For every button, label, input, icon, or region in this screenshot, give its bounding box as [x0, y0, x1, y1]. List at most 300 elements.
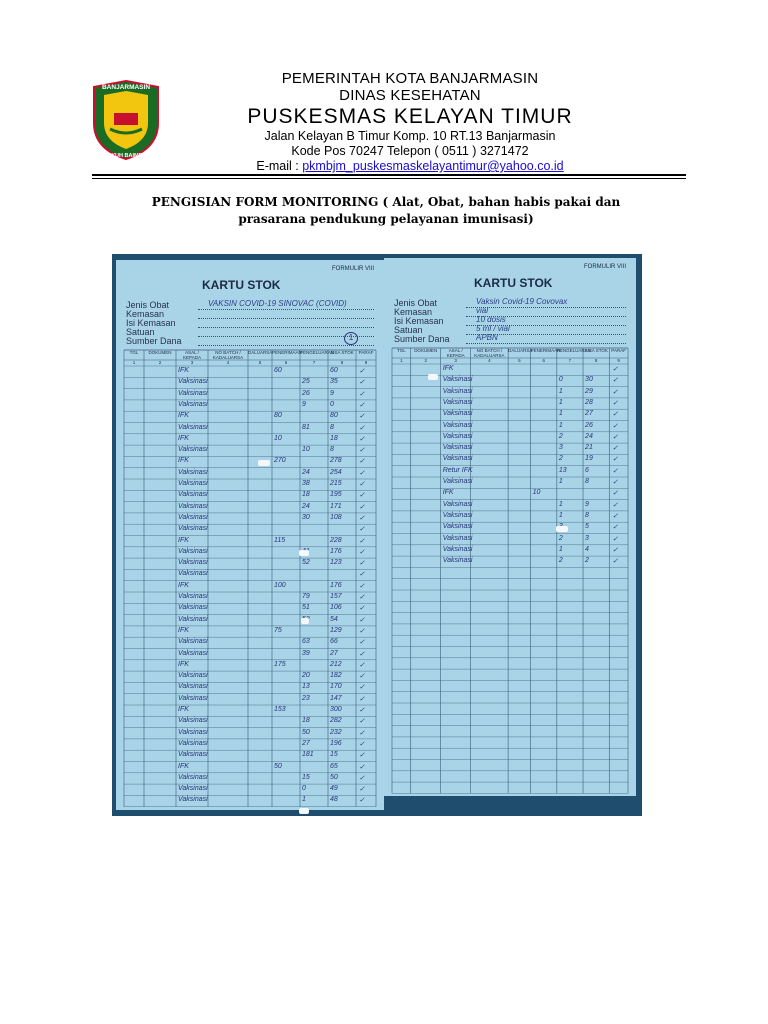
row-paraf: ✓	[359, 481, 365, 488]
row-asal-kepada: IFK	[178, 412, 189, 420]
department-name: DINAS KESEHATAN	[339, 87, 481, 104]
column-number: 7	[568, 358, 572, 363]
row-pengeluaran: 1	[558, 500, 563, 508]
column-header: DALUARSA	[508, 348, 533, 353]
row-paraf: ✓	[612, 546, 619, 554]
field-dots	[198, 318, 374, 319]
row-asal-kepada: Vaksinasi	[442, 387, 473, 395]
field-label: Jenis Obat	[394, 298, 438, 308]
row-sisa-stok: 9	[585, 500, 589, 508]
row-asal-kepada: Vaksinasi	[178, 570, 208, 578]
row-penerimaan: 10	[274, 434, 282, 442]
row-paraf: ✓	[359, 729, 365, 737]
row-asal-kepada: Vaksinasi	[178, 389, 208, 397]
row-sisa-stok: 27	[585, 410, 593, 418]
row-asal-kepada: Vaksinasi	[178, 717, 208, 725]
row-asal-kepada: Vaksinasi	[178, 480, 208, 487]
column-header: TGL	[396, 348, 406, 353]
field-dots	[466, 343, 626, 344]
row-paraf: ✓	[359, 718, 365, 726]
row-asal-kepada: Vaksinasi	[178, 593, 208, 600]
row-paraf: ✓	[612, 512, 619, 520]
row-sisa-stok: 8	[330, 423, 334, 431]
stock-card-photo	[112, 254, 642, 816]
row-pengeluaran: 3	[558, 444, 563, 452]
column-number: 6	[284, 360, 288, 365]
row-asal-kepada: Vaksinasi	[178, 683, 208, 691]
email-label: E-mail :	[256, 159, 303, 173]
row-asal-kepada: IFK	[442, 365, 454, 372]
row-pengeluaran: 51	[302, 604, 310, 612]
row-paraf: ✓	[359, 650, 365, 658]
row-sisa-stok: 215	[330, 480, 342, 487]
row-paraf: ✓	[612, 422, 619, 430]
row-penerimaan: 60	[274, 367, 282, 374]
row-asal-kepada: Vaksinasi	[178, 694, 208, 702]
row-pengeluaran: 9	[302, 400, 306, 408]
row-sisa-stok: 8	[330, 446, 334, 454]
row-paraf: ✓	[359, 548, 365, 556]
column-number: 9	[617, 358, 620, 363]
row-asal-kepada: IFK	[178, 660, 189, 668]
row-pengeluaran: 50	[302, 728, 310, 736]
row-sisa-stok: 212	[330, 660, 342, 668]
logo-text-bottom: KAYUH BAIMBAI	[103, 153, 149, 159]
row-sisa-stok: 48	[330, 796, 338, 804]
row-paraf: ✓	[359, 379, 365, 387]
field-dots	[198, 327, 374, 328]
correction-fluid	[556, 526, 568, 532]
row-asal-kepada: Vaksinasi	[178, 559, 208, 567]
page-number: 1	[344, 332, 358, 345]
row-pengeluaran: 24	[302, 468, 310, 476]
row-paraf: ✓	[612, 558, 619, 566]
row-asal-kepada: Vaksinasi	[178, 796, 208, 804]
row-asal-kepada: Vaksinasi	[442, 376, 473, 384]
column-header: PENERIMAAN	[272, 350, 302, 355]
row-asal-kepada: Vaksinasi	[178, 423, 208, 431]
row-asal-kepada: Vaksinasi	[178, 672, 208, 680]
row-asal-kepada: Vaksinasi	[442, 478, 473, 485]
row-pengeluaran: 1	[558, 410, 563, 418]
row-sisa-stok: 232	[330, 728, 342, 736]
row-sisa-stok: 49	[330, 785, 338, 793]
row-paraf: ✓	[612, 479, 619, 486]
row-asal-kepada: Retur IFK	[442, 466, 473, 474]
row-pengeluaran: 10	[302, 446, 310, 454]
row-sisa-stok: 170	[330, 683, 342, 691]
field-value: Vaksin Covid-19 Covovax	[476, 297, 568, 306]
row-paraf: ✓	[359, 368, 365, 375]
row-asal-kepada: Vaksinasi	[178, 751, 208, 759]
column-header: TGL	[129, 350, 139, 355]
card-title: KARTU STOK	[202, 278, 281, 292]
row-sisa-stok: 80	[330, 412, 338, 420]
row-sisa-stok: 182	[330, 672, 342, 680]
letterhead-rule-thin	[92, 178, 686, 179]
row-asal-kepada: Vaksinasi	[178, 378, 208, 386]
column-header: DOKUMEN	[148, 350, 172, 355]
column-header: NO BATCH / KADALUARSA	[474, 348, 505, 358]
row-paraf: ✓	[359, 627, 365, 635]
row-asal-kepada: IFK	[178, 581, 189, 589]
row-paraf: ✓	[612, 377, 619, 385]
row-paraf: ✓	[359, 752, 365, 760]
row-sisa-stok: 4	[585, 545, 589, 553]
row-sisa-stok: 123	[330, 559, 342, 567]
field-value: 5 ml / vial	[476, 324, 510, 333]
row-paraf: ✓	[359, 447, 365, 455]
field-dots	[198, 309, 374, 310]
column-number: 7	[312, 360, 316, 365]
section-title-line2: prasarana pendukung pelayanan imunisasi)	[238, 212, 534, 226]
column-number: 1	[400, 358, 403, 363]
column-header: SISA STOK	[330, 350, 354, 355]
row-paraf: ✓	[359, 797, 365, 805]
correction-fluid	[258, 460, 270, 466]
row-paraf: ✓	[612, 411, 619, 419]
row-pengeluaran: 18	[302, 491, 310, 499]
column-number: 6	[542, 358, 545, 363]
field-value: 10 dosis	[476, 315, 506, 324]
column-header: ASAL / KEPADA	[446, 348, 465, 358]
row-sisa-stok: 60	[330, 367, 338, 374]
address: Jalan Kelayan B Timur Komp. 10 RT.13 Banjarmasin	[264, 129, 556, 143]
row-pengeluaran: 181	[302, 751, 314, 759]
row-pengeluaran: 1	[558, 545, 563, 553]
row-asal-kepada: Vaksinasi	[178, 491, 208, 499]
row-paraf: ✓	[612, 433, 619, 441]
row-pengeluaran: 25	[302, 378, 310, 386]
field-label: Sumber Dana	[126, 336, 182, 346]
row-paraf: ✓	[359, 661, 365, 669]
row-pengeluaran: 0	[302, 785, 306, 793]
row-sisa-stok: 254	[330, 468, 342, 476]
row-sisa-stok: 35	[330, 378, 338, 386]
column-header: DALUARSA	[248, 350, 273, 355]
row-sisa-stok: 278	[330, 457, 342, 465]
column-number: 8	[340, 360, 344, 365]
row-paraf: ✓	[612, 388, 619, 396]
row-penerimaan: 80	[274, 412, 282, 420]
column-header: NO BATCH / KADALUARSA	[212, 350, 244, 360]
row-paraf: ✓	[359, 514, 365, 522]
row-asal-kepada: IFK	[178, 536, 189, 544]
row-asal-kepada: Vaksinasi	[442, 557, 473, 565]
row-pengeluaran: 1	[558, 398, 563, 406]
stock-card-left	[116, 260, 384, 810]
row-penerimaan: 50	[274, 762, 282, 770]
field-label: Satuan	[394, 325, 423, 335]
row-sisa-stok: 27	[330, 649, 338, 657]
row-pengeluaran: 13	[302, 683, 310, 691]
section-title	[100, 194, 672, 228]
row-paraf: ✓	[359, 492, 365, 500]
column-header: SISA STOK	[584, 348, 608, 353]
row-asal-kepada: IFK	[178, 706, 189, 713]
column-number: 3	[454, 358, 457, 363]
row-asal-kepada: Vaksinasi	[442, 398, 473, 406]
row-sisa-stok: 66	[330, 638, 338, 646]
logo-text-top: BANJARMASIN	[101, 84, 151, 91]
row-sisa-stok: 26	[585, 421, 593, 429]
field-dots	[466, 307, 626, 308]
row-pengeluaran: 1	[558, 387, 563, 395]
row-paraf: ✓	[359, 594, 365, 601]
row-sisa-stok: 129	[330, 626, 342, 634]
row-sisa-stok: 2	[585, 557, 589, 565]
row-sisa-stok: 5	[585, 523, 589, 531]
row-sisa-stok: 54	[330, 615, 338, 623]
row-paraf: ✓	[359, 605, 365, 613]
correction-fluid	[299, 808, 309, 814]
row-asal-kepada: Vaksinasi	[442, 534, 473, 542]
row-sisa-stok: 196	[330, 739, 342, 747]
row-asal-kepada: Vaksinasi	[442, 421, 473, 429]
correction-fluid	[299, 550, 309, 556]
row-penerimaan: 153	[274, 706, 286, 713]
row-paraf: ✓	[612, 524, 619, 532]
column-number: 4	[226, 360, 230, 365]
row-pengeluaran: 18	[302, 717, 310, 725]
row-sisa-stok: 19	[585, 455, 593, 463]
field-value: vial	[476, 306, 489, 315]
row-sisa-stok: 6	[585, 466, 589, 474]
column-header: PENERIMAAN	[530, 348, 561, 353]
row-asal-kepada: Vaksinasi	[442, 455, 473, 463]
row-paraf: ✓	[612, 467, 619, 475]
row-paraf: ✓	[612, 366, 619, 373]
row-asal-kepada: Vaksinasi	[442, 410, 473, 418]
row-paraf: ✓	[359, 469, 365, 477]
field-label: Isi Kemasan	[126, 318, 176, 328]
row-asal-kepada: IFK	[442, 489, 454, 497]
row-sisa-stok: 171	[330, 502, 342, 510]
correction-fluid	[428, 374, 438, 380]
row-sisa-stok: 195	[330, 491, 342, 499]
stock-table-grid	[124, 350, 376, 807]
field-label: Jenis Obat	[126, 300, 170, 310]
row-pengeluaran: 2	[558, 534, 563, 542]
stock-card-right	[384, 258, 636, 796]
row-asal-kepada: IFK	[178, 626, 189, 634]
row-asal-kepada: Vaksinasi	[178, 728, 208, 736]
row-paraf: ✓	[359, 390, 365, 398]
column-header: PENGELUARAN	[556, 348, 591, 353]
row-paraf: ✓	[359, 695, 365, 703]
section-title-line1: PENGISIAN FORM MONITORING ( Alat, Obat, bahan habis pakai dan	[151, 195, 621, 209]
row-asal-kepada: Vaksinasi	[178, 525, 208, 533]
row-paraf: ✓	[612, 535, 619, 543]
row-asal-kepada: Vaksinasi	[442, 545, 473, 553]
row-pengeluaran: 27	[302, 739, 310, 747]
row-paraf: ✓	[359, 582, 365, 590]
row-pengeluaran: 26	[302, 389, 310, 397]
row-paraf: ✓	[359, 537, 365, 545]
row-sisa-stok: 0	[330, 400, 334, 408]
row-asal-kepada: Vaksinasi	[442, 500, 473, 508]
email-link[interactable]: pkmbjm_puskesmaskelayantimur@yahoo.co.id	[302, 159, 564, 173]
formulir-label: FORMULIR VIII	[584, 264, 627, 270]
row-pengeluaran: 1	[558, 511, 563, 519]
row-paraf: ✓	[359, 763, 365, 771]
row-paraf: ✓	[359, 424, 365, 432]
row-pengeluaran: 2	[558, 557, 563, 565]
letterhead	[170, 70, 650, 174]
row-sisa-stok: 108	[330, 513, 342, 521]
column-number: 5	[258, 360, 262, 365]
row-paraf: ✓	[359, 786, 365, 794]
email-line	[170, 159, 650, 174]
column-header: PARAF	[611, 348, 626, 353]
row-paraf: ✓	[359, 673, 365, 681]
row-sisa-stok: 176	[330, 547, 342, 555]
field-value: APBN	[476, 333, 498, 342]
row-pengeluaran: 81	[302, 423, 310, 431]
row-asal-kepada: Vaksinasi	[442, 432, 473, 440]
column-number: 4	[488, 358, 491, 363]
row-paraf: ✓	[359, 571, 365, 579]
row-penerimaan: 100	[274, 581, 286, 589]
row-paraf: ✓	[359, 560, 365, 568]
row-pengeluaran: 15	[302, 773, 310, 781]
row-asal-kepada: Vaksinasi	[178, 400, 208, 408]
row-sisa-stok: 106	[330, 604, 342, 612]
row-asal-kepada: Vaksinasi	[178, 739, 208, 747]
row-paraf: ✓	[612, 501, 619, 509]
row-sisa-stok: 3	[585, 534, 589, 542]
column-number: 3	[190, 360, 194, 365]
field-label: Isi Kemasan	[394, 316, 444, 326]
row-asal-kepada: IFK	[178, 457, 189, 465]
row-sisa-stok: 300	[330, 706, 342, 713]
row-sisa-stok: 65	[330, 762, 338, 770]
row-sisa-stok: 282	[330, 717, 342, 725]
row-sisa-stok: 28	[585, 398, 593, 406]
row-sisa-stok: 8	[585, 478, 589, 485]
row-pengeluaran: 13	[558, 466, 567, 474]
column-header: PARAF	[358, 350, 374, 355]
column-number: 9	[364, 360, 368, 365]
row-sisa-stok: 8	[585, 511, 589, 519]
row-pengeluaran: 52	[302, 559, 310, 567]
row-paraf: ✓	[359, 616, 365, 624]
city-logo	[90, 79, 162, 161]
row-sisa-stok: 157	[330, 593, 342, 600]
row-asal-kepada: Vaksinasi	[442, 511, 473, 519]
row-asal-kepada: Vaksinasi	[178, 468, 208, 476]
institution-name: PUSKESMAS KELAYAN TIMUR	[247, 105, 573, 128]
row-asal-kepada: Vaksinasi	[178, 615, 208, 623]
row-pengeluaran: 30	[302, 513, 310, 521]
row-pengeluaran: 79	[302, 593, 310, 600]
row-asal-kepada: Vaksinasi	[178, 446, 208, 454]
field-dots	[198, 345, 374, 346]
row-sisa-stok: 21	[585, 444, 593, 452]
row-asal-kepada: Vaksinasi	[178, 638, 208, 646]
row-pengeluaran: 1	[302, 796, 306, 804]
row-pengeluaran: 2	[558, 455, 563, 463]
row-pengeluaran: 20	[302, 672, 310, 680]
row-paraf: ✓	[359, 684, 365, 692]
column-header: DOKUMEN	[414, 348, 438, 353]
row-asal-kepada: Vaksinasi	[178, 785, 208, 793]
row-paraf: ✓	[359, 458, 365, 466]
row-penerimaan: 115	[274, 536, 286, 544]
row-asal-kepada: Vaksinasi	[178, 502, 208, 510]
row-paraf: ✓	[359, 503, 365, 511]
field-label: Kemasan	[394, 307, 433, 317]
column-header: ASAL / KEPADA	[183, 350, 201, 360]
row-paraf: ✓	[359, 413, 365, 421]
row-paraf: ✓	[359, 740, 365, 748]
row-sisa-stok: 15	[330, 751, 338, 759]
row-pengeluaran: 38	[302, 480, 310, 487]
column-number: 8	[594, 358, 598, 363]
column-number: 2	[158, 360, 162, 365]
correction-fluid	[301, 618, 309, 624]
row-sisa-stok: 228	[330, 536, 342, 544]
row-asal-kepada: Vaksinasi	[442, 444, 473, 452]
row-sisa-stok: 50	[330, 773, 338, 781]
row-asal-kepada: Vaksinasi	[178, 604, 208, 612]
card-title: KARTU STOK	[474, 276, 553, 290]
row-pengeluaran: 23	[302, 694, 310, 702]
row-asal-kepada: Vaksinasi	[442, 523, 473, 531]
column-header: PENGELUARAN	[300, 350, 335, 355]
row-penerimaan: 10	[532, 489, 541, 497]
postal-phone: Kode Pos 70247 Telepon ( 0511 ) 3271472	[291, 144, 529, 158]
row-pengeluaran: 0	[558, 376, 563, 384]
row-sisa-stok: 176	[330, 581, 342, 589]
row-pengeluaran: 2	[558, 432, 563, 440]
row-paraf: ✓	[359, 774, 365, 782]
row-paraf: ✓	[612, 490, 619, 498]
row-paraf: ✓	[359, 526, 365, 534]
field-label: Sumber Dana	[394, 334, 450, 344]
row-asal-kepada: Vaksinasi	[178, 547, 208, 555]
row-asal-kepada: Vaksinasi	[178, 773, 208, 781]
letterhead-rule-thick	[92, 174, 686, 176]
row-sisa-stok: 30	[585, 376, 593, 384]
row-paraf: ✓	[359, 707, 365, 714]
row-sisa-stok: 29	[585, 387, 593, 395]
row-paraf: ✓	[612, 399, 619, 407]
row-penerimaan: 270	[274, 457, 286, 465]
field-label: Kemasan	[126, 309, 165, 319]
column-number: 2	[424, 358, 427, 363]
row-pengeluaran: 39	[302, 649, 310, 657]
formulir-label: FORMULIR VIII	[332, 266, 375, 272]
row-asal-kepada: IFK	[178, 434, 189, 442]
row-asal-kepada: Vaksinasi	[178, 649, 208, 657]
row-paraf: ✓	[359, 639, 365, 647]
field-value: VAKSIN COVID-19 SINOVAC (COVID)	[208, 299, 347, 308]
row-paraf: ✓	[359, 435, 365, 443]
row-pengeluaran: 1	[558, 478, 563, 485]
row-asal-kepada: Vaksinasi	[178, 513, 208, 521]
row-penerimaan: 75	[274, 626, 282, 634]
row-sisa-stok: 24	[585, 432, 593, 440]
row-paraf: ✓	[612, 456, 619, 464]
row-pengeluaran: 24	[302, 502, 310, 510]
row-pengeluaran: 1	[558, 421, 563, 429]
field-label: Satuan	[126, 327, 155, 337]
row-sisa-stok: 18	[330, 434, 338, 442]
row-paraf: ✓	[359, 401, 365, 409]
government-name: PEMERINTAH KOTA BANJARMASIN	[281, 70, 539, 87]
row-paraf: ✓	[612, 445, 619, 453]
